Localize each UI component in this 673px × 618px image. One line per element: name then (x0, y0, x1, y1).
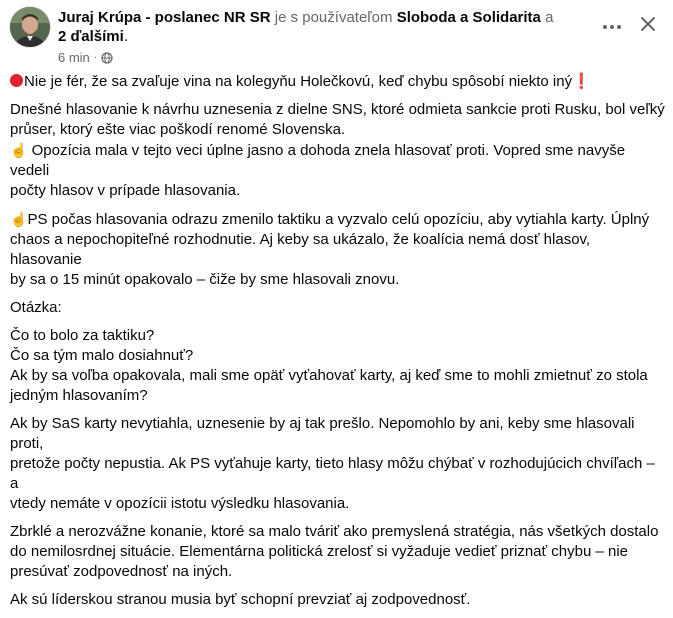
paragraph-2-line-4: počty hlasov v prípade hlasovania. (10, 182, 241, 199)
close-button[interactable] (632, 10, 664, 42)
paragraph-7-line-3: presúvať zodpovednosť na iných. (10, 563, 233, 580)
more-options-icon (602, 17, 622, 35)
paragraph-6 (10, 414, 665, 514)
meta-dot: · (93, 52, 98, 63)
post-content (10, 72, 665, 618)
post-meta (58, 50, 113, 65)
red-circle-emoji (10, 74, 23, 87)
pointing-up-emoji: ☝ (10, 142, 28, 158)
period: . (123, 28, 128, 45)
paragraph-1-text: Nie je fér, že sa zvaľuje vina na kolegyňu Holečkovú, keď chybu spôsobí niekto iný (24, 73, 573, 90)
paragraph-6-line-2: pretože počty nepustia. Ak PS vyťahuje karty, tieto hlasy môžu chýbať v rozhodujúcich chvíľach – a (10, 455, 655, 492)
paragraph-2-line-3: Opozícia mala v tejto veci úplne jasno a dohoda znela hlasovať proti. Vopred sme navyše vedeli (10, 142, 626, 179)
paragraph-3-line-3: by sa o 15 minút opakovalo – čiže by sme hlasovali znovu. (10, 271, 400, 288)
others-link[interactable]: 2 ďalšími (58, 28, 124, 45)
pointing-up-emoji: ☝ (10, 211, 28, 227)
close-icon (640, 16, 656, 37)
paragraph-2-line-1: Dnešné hlasovanie k návrhu uznesenia z dielne SNS, ktoré odmieta sankcie proti Rusku, bol veľký (10, 101, 665, 118)
paragraph-3 (10, 209, 665, 290)
with-connector: je s používateľom (274, 9, 393, 26)
paragraph-5-line-3: Ak by sa voľba opakovala, mali sme opäť vyťahovať karty, aj keď sme to mohli zmietnuť zo stola (10, 367, 648, 384)
paragraph-5-line-4: jedným hlasovaním? (10, 387, 148, 404)
paragraph-8: Ak sú líderskou stranou musia byť schopní prevziať aj zodpovednosť. (10, 591, 471, 608)
paragraph-3-line-1: PS počas hlasovania odrazu zmenilo taktiku a vyzvalo celú opozíciu, aby vytiahla karty. Úplný (27, 211, 650, 228)
red-exclamation-emoji: ❗ (572, 73, 591, 90)
paragraph-6-line-3: vtedy nemáte v opozícii istotu výsledku hlasovania. (10, 495, 350, 512)
paragraph-5-line-1: Čo to bolo za taktiku? (10, 327, 155, 344)
author-name[interactable]: Juraj Krúpa - poslanec NR SR (58, 9, 271, 26)
paragraph-7-line-2: do nemilosrdnej situácie. Elementárna politická zrelosť si vyžaduje vedieť priznať chybu – nie (10, 543, 629, 560)
paragraph-7-line-1: Zbrklé a nerozvážne konanie, ktoré sa malo tváriť ako premyslená stratégia, nás všetkých dostalo (10, 523, 659, 540)
post-time[interactable]: 6 min (58, 50, 90, 65)
paragraph-1 (10, 72, 665, 92)
post-attribution (58, 8, 578, 46)
paragraph-7 (10, 522, 665, 582)
paragraph-5 (10, 326, 665, 406)
paragraph-3-line-2: chaos a nepochopiteľné rozhodnutie. Aj keby sa ukázalo, že koalícia nemá dosť hlasov, hlasovanie (10, 231, 591, 268)
and-connector: a (545, 9, 554, 26)
paragraph-6-line-1: Ak by SaS karty nevytiahla, uznesenie by aj tak prešlo. Nepomohlo by ani, keby sme hlasovali proti, (10, 415, 635, 452)
paragraph-5-line-2: Čo sa tým malo dosiahnuť? (10, 347, 194, 364)
post-header (10, 6, 665, 66)
paragraph-2 (10, 100, 665, 201)
more-options-button[interactable] (596, 10, 628, 42)
paragraph-4: Otázka: (10, 299, 62, 316)
globe-icon[interactable] (101, 52, 113, 64)
tagged-page[interactable]: Sloboda a Solidarita (396, 9, 541, 26)
author-avatar[interactable] (10, 7, 50, 47)
paragraph-2-line-2: průser, ktorý ešte viac poškodí renomé Slovenska. (10, 121, 346, 138)
